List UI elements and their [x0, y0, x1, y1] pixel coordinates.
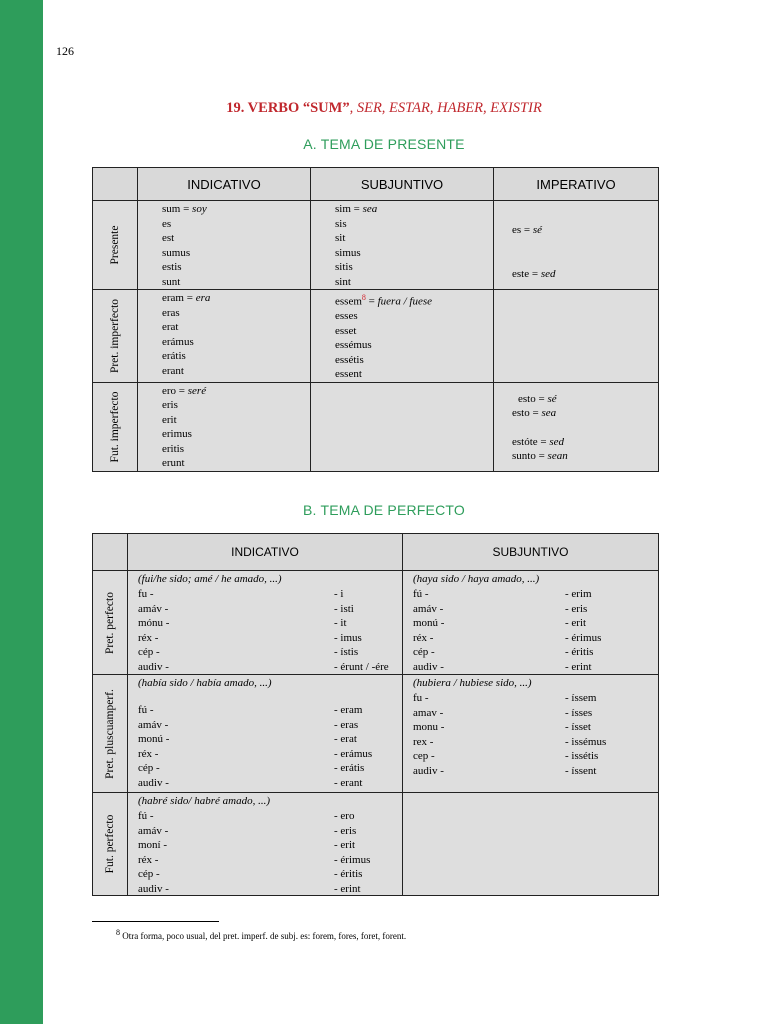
table-a-header-row — [93, 168, 659, 201]
stem-list — [138, 809, 169, 896]
ending: - erátis — [334, 762, 365, 774]
ending: - érimus — [565, 631, 602, 644]
ending: - erit — [334, 839, 356, 851]
ending: - erim — [565, 588, 592, 600]
section-a-heading: A. TEMA DE PRESENTE — [303, 136, 465, 152]
paradigm-hint: (había sido / había amado, ...) — [138, 677, 272, 689]
table-b-header-row — [93, 534, 659, 571]
header-indicativo: INDICATIVO — [138, 168, 311, 201]
ending: - íssem — [565, 692, 597, 704]
stem: cép - — [138, 646, 160, 658]
ending: - erat — [334, 733, 357, 745]
ending: - issémus — [565, 735, 607, 748]
ending: - eram — [334, 704, 363, 716]
row-pret-imperfecto — [93, 290, 659, 383]
ending: - it — [334, 617, 347, 629]
ending: - eris — [334, 824, 357, 837]
page-title — [0, 100, 768, 117]
pret-pluscuamperf-subjuntivo — [403, 675, 659, 793]
stem: audiv - — [413, 764, 444, 777]
ending: - erint — [334, 882, 361, 895]
ending: - erámus — [334, 747, 373, 760]
pret-imperfecto-indicativo: eram = era eras erat erámus erátis erant — [138, 290, 311, 383]
stem-list — [138, 587, 169, 674]
stem: audiv - — [413, 660, 444, 673]
paradigm-hint: (habré sido/ habré amado, ...) — [138, 795, 270, 807]
ending: - ístis — [334, 646, 359, 658]
row-pret-perfecto — [93, 571, 659, 675]
stem-list — [413, 691, 444, 778]
stem: monu - — [413, 721, 445, 733]
ending: - ísses — [565, 706, 593, 719]
pret-imperfecto-subjuntivo: essem$^8$ = fuera / fuese esses esset essémus essétis essent — [311, 290, 494, 383]
stem: fú - — [413, 588, 429, 600]
title-bold: 19. VERBO “SUM” — [226, 100, 350, 116]
presente-imperativo: es = sé este = sed — [494, 201, 659, 290]
header-b-indicativo: INDICATIVO — [128, 534, 403, 571]
row-label-pret-perfecto: Pret. perfecto — [93, 571, 128, 675]
section-b-heading: B. TEMA DE PERFECTO — [303, 502, 465, 518]
stem: amáv - — [138, 602, 169, 615]
footnote-ref: 8 — [361, 293, 366, 302]
stem: audiv - — [138, 882, 169, 895]
header-subjuntivo: SUBJUNTIVO — [311, 168, 494, 201]
footnote-rule — [92, 921, 219, 922]
header-b-subjuntivo: SUBJUNTIVO — [403, 534, 659, 571]
stem: monú - — [413, 617, 445, 629]
ending: - erint — [565, 660, 592, 673]
stem: mónu - — [138, 617, 170, 629]
fut-imperfecto-imperativo: esto = sé esto = sea estóte = sed sunto = sean — [494, 382, 659, 471]
ending-list — [334, 587, 389, 674]
row-label-pret-imperfecto: Pret. imperfecto — [93, 290, 138, 383]
stem: amáv - — [138, 718, 169, 731]
fut-imperfecto-indicativo: ero = seré eris erit erimus eritis erunt — [138, 382, 311, 471]
row-pret-pluscuamperfecto — [93, 675, 659, 793]
ending: - erant — [334, 776, 363, 789]
presente-indicativo: sum = soy es est sumus estis sunt — [138, 201, 311, 290]
paradigm-hint: (fui/he sido; amé / he amado, ...) — [138, 573, 282, 585]
footnote: 8 Otra forma, poco usual, del pret. imperf. de subj. es: forem, fores, foret, forent. — [116, 928, 407, 941]
pret-perfecto-subjuntivo — [403, 571, 659, 675]
stem: audiv - — [138, 660, 169, 673]
ending: - érimus — [334, 853, 371, 866]
stem: fú - — [138, 704, 154, 716]
table-a-corner — [93, 168, 138, 201]
presente-subjuntivo: sim = sea sis sit simus sitis sint — [311, 201, 494, 290]
ending: - imus — [334, 631, 362, 644]
ending: - isti — [334, 602, 354, 615]
row-fut-imperfecto — [93, 382, 659, 471]
ending: - éritis — [334, 868, 363, 880]
fut-perfecto-indicativo — [128, 793, 403, 896]
ending-list — [565, 587, 601, 674]
stem: audiv - — [138, 776, 169, 789]
header-imperativo: IMPERATIVO — [494, 168, 659, 201]
ending: - i — [334, 588, 344, 600]
row-label-fut-imperfecto: Fut. imperfecto — [93, 382, 138, 471]
ending-list — [334, 809, 370, 896]
ending: - eras — [334, 718, 359, 731]
row-label-pret-pluscuamperf: Pret. pluscuamperf. — [93, 675, 128, 793]
stem: amav - — [413, 706, 444, 719]
stem-list — [138, 703, 169, 790]
ending: - érunt / -ére — [334, 660, 389, 673]
ending: - issétis — [565, 750, 599, 762]
stem: cep - — [413, 750, 435, 762]
ending: - íssent — [565, 764, 597, 777]
row-fut-perfecto — [93, 793, 659, 896]
paradigm-hint: (haya sido / haya amado, ...) — [413, 573, 540, 585]
stem: fu - — [138, 588, 154, 600]
stem: réx - — [138, 631, 159, 644]
pret-perfecto-indicativo — [128, 571, 403, 675]
stem: fú - — [138, 810, 154, 822]
pret-imperfecto-imperativo — [494, 290, 659, 383]
stem: réx - — [138, 747, 159, 760]
ending-list — [334, 703, 372, 790]
stem: moní - — [138, 839, 168, 851]
row-label-presente: Presente — [93, 201, 138, 290]
stem: rex - — [413, 735, 434, 748]
stem: cép - — [138, 762, 160, 774]
stem: réx - — [413, 631, 434, 644]
stem: fu - — [413, 692, 429, 704]
present-tense-table — [92, 167, 659, 472]
ending: - éritis — [565, 646, 594, 658]
row-presente — [93, 201, 659, 290]
ending: - ero — [334, 810, 355, 822]
ending: - eris — [565, 602, 588, 615]
stem-list — [413, 587, 444, 674]
paradigm-hint: (hubiera / hubiese sido, ...) — [413, 677, 532, 689]
fut-imperfecto-subjuntivo — [311, 382, 494, 471]
ending-list — [565, 691, 606, 778]
title-rest: , SER, ESTAR, HABER, EXISTIR — [349, 100, 542, 116]
stem: réx - — [138, 853, 159, 866]
page-number: 126 — [56, 44, 74, 58]
ending: - erit — [565, 617, 587, 629]
stem: cép - — [138, 868, 160, 880]
pret-pluscuamperf-indicativo — [128, 675, 403, 793]
ending: - ísset — [565, 721, 591, 733]
perfect-tense-table — [92, 533, 659, 896]
stem: amáv - — [413, 602, 444, 615]
table-b-corner — [93, 534, 128, 571]
fut-perfecto-subjuntivo — [403, 793, 659, 896]
row-label-fut-perfecto: Fut. perfecto — [93, 793, 128, 896]
stem: amáv - — [138, 824, 169, 837]
stem: monú - — [138, 733, 170, 745]
stem: cép - — [413, 646, 435, 658]
